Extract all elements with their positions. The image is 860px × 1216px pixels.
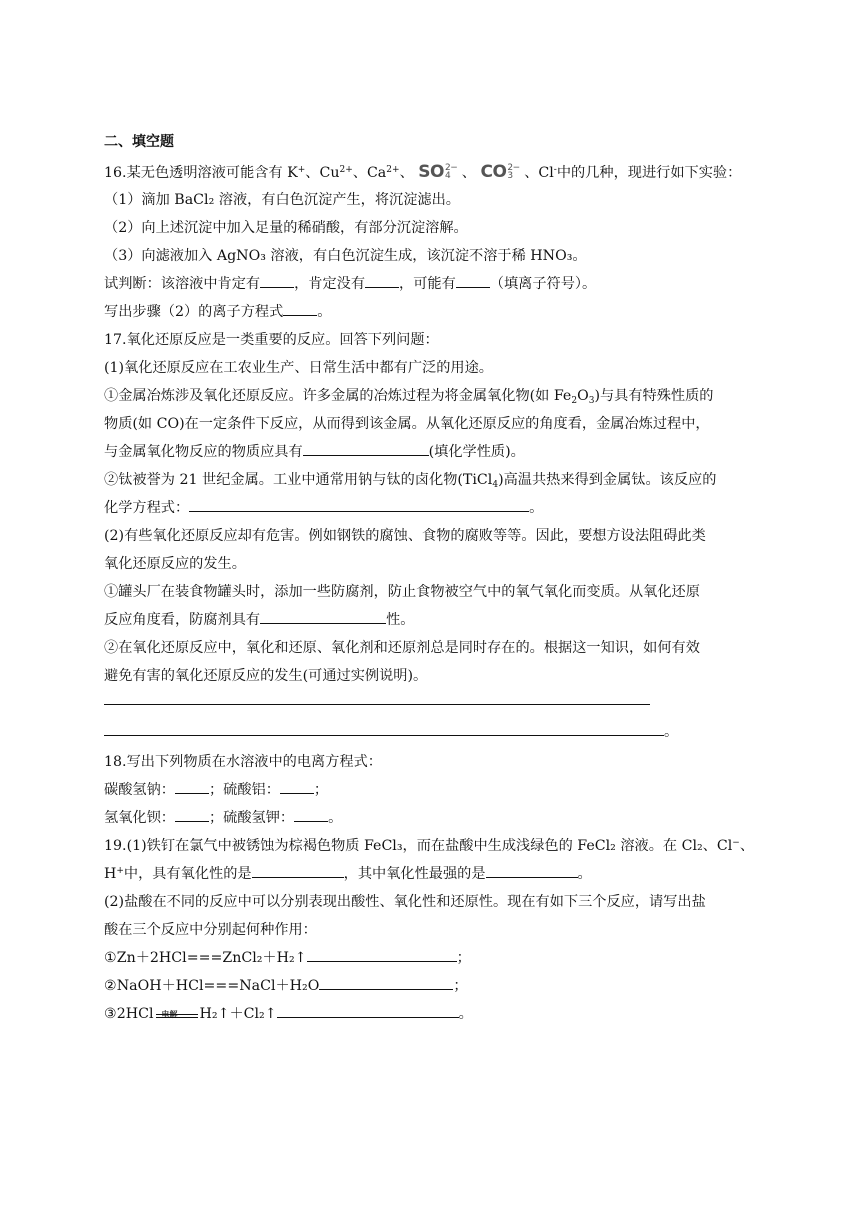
q18-intro: 18.写出下列物质在水溶液中的电离方程式：	[104, 754, 382, 770]
q17-part2-2b: 避免有害的氧化还原反应的发生(可通过实例说明)。	[104, 668, 428, 684]
q16-step3: （3）向滤液加入 AgNO₃ 溶液，有白色沉淀生成，该沉淀不溶于稀 HNO₃。	[104, 248, 587, 264]
q16-intro: 16.某无色透明溶液可能含有 K+、$Cu^{2+}$、$Ca^{2+}$、 SO 2− 4 、 CO 2− 3 、Cl-中的几种，现进行如下实验：	[104, 162, 742, 182]
q17-answer-line-1[interactable]	[104, 690, 764, 718]
q16-judge: 试判断：该溶液中肯定有 ，肯定没有 ，可能有 （填离子符号）。	[104, 270, 764, 298]
q17-answer-line-2[interactable]: 。	[104, 718, 764, 748]
answer-blank[interactable]	[260, 272, 294, 288]
q19-part2a: (2)盐酸在不同的反应中可以分别表现出酸性、氧化性和还原性。现在有如下三个反应，请写出盐	[104, 894, 706, 910]
q19-reaction-1: ①Zn＋2HCl===ZnCl₂＋H₂↑ ；	[104, 944, 764, 972]
carbonate-ion: CO 2− 3	[480, 162, 520, 182]
answer-blank[interactable]	[456, 272, 490, 288]
worksheet-page	[104, 128, 764, 1028]
answer-blank[interactable]	[175, 778, 209, 794]
answer-blank[interactable]	[175, 806, 209, 822]
answer-blank[interactable]	[294, 806, 328, 822]
sulfate-ion: SO 2− 4	[418, 162, 458, 182]
answer-blank[interactable]	[307, 946, 457, 962]
answer-blank[interactable]	[365, 272, 399, 288]
q19-reaction-3: ③2HCl 电解 H₂↑＋Cl₂↑ 。	[104, 1000, 764, 1028]
q17-part2: (2)有些氧化还原反应却有危害。例如钢铁的腐蚀、食物的腐败等等。因此，要想方设法阻碍此类	[104, 528, 706, 544]
q16-step1: （1）滴加 BaCl₂ 溶液，有白色沉淀产生，将沉淀滤出。	[104, 192, 460, 208]
q19-part1b: H+中，具有氧化性的是 ，其中氧化性最强的是 。	[104, 860, 764, 888]
q17-part1: (1)氧化还原反应在工农业生产、日常生活中都有广泛的用途。	[104, 360, 493, 376]
q17-intro: 17.氧化还原反应是一类重要的反应。回答下列问题：	[104, 332, 439, 348]
electrolysis-condition: 电解	[154, 1007, 200, 1021]
q17-part2-2a: ②在氧化还原反应中，氧化和还原、氧化剂和还原剂总是同时存在的。根据这一知识，如何有效	[104, 640, 700, 656]
answer-blank[interactable]	[280, 778, 314, 794]
q17-part1-1b: 物质(如 CO)在一定条件下反应，从而得到该金属。从氧化还原反应的角度看，金属冶炼过程中，	[104, 416, 710, 432]
q17-part2-1b: 反应角度看，防腐剂具有 性。	[104, 606, 764, 634]
q16-step2: （2）向上述沉淀中加入足量的稀硝酸，有部分沉淀溶解。	[104, 220, 468, 236]
q17-part2b: 氧化还原反应的发生。	[104, 556, 246, 572]
q19-part2b: 酸在三个反应中分别起何种作用：	[104, 922, 317, 938]
q17-part1-1c: 与金属氧化物反应的物质应具有 (填化学性质)。	[104, 438, 764, 466]
q18-line2: 氢氧化钡： ；硫酸氢钾： 。	[104, 804, 764, 832]
answer-blank[interactable]	[260, 608, 386, 624]
answer-blank[interactable]	[303, 440, 429, 456]
answer-blank[interactable]	[189, 496, 529, 512]
q17-part1-2a: ②钛被誉为 21 世纪金属。工业中通常用钠与钛的卤化物(TiCl$_4$)高温共热来得到金属钛。该反应的	[104, 472, 717, 490]
q19-reaction-2: ②NaOH＋HCl===NaCl＋H₂O ；	[104, 972, 764, 1000]
answer-blank[interactable]	[252, 862, 344, 878]
answer-blank[interactable]	[319, 974, 453, 990]
q17-part1-1a: ①金属冶炼涉及氧化还原反应。许多金属的冶炼过程为将金属氧化物(如 $Fe_2O_3$)与具有特殊性质的	[104, 388, 714, 406]
q16-equation: 写出步骤（2）的离子方程式 。	[104, 298, 764, 326]
section-title: 二、填空题	[104, 134, 174, 150]
answer-blank[interactable]	[486, 862, 578, 878]
answer-blank[interactable]	[283, 300, 317, 316]
q17-part1-2b: 化学方程式： 。	[104, 494, 764, 522]
answer-blank[interactable]	[277, 1002, 459, 1018]
q18-line1: 碳酸氢钠： ；硫酸铝： ；	[104, 776, 764, 804]
q17-part2-1a: ①罐头厂在装食物罐头时，添加一些防腐剂，防止食物被空气中的氧气氧化而变质。从氧化还原	[104, 584, 700, 600]
q19-part1a: 19.(1)铁钉在氯气中被锈蚀为棕褐色物质 FeCl₃，而在盐酸中生成浅绿色的 FeCl₂ 溶液。在 Cl₂、Cl−、	[104, 838, 755, 854]
